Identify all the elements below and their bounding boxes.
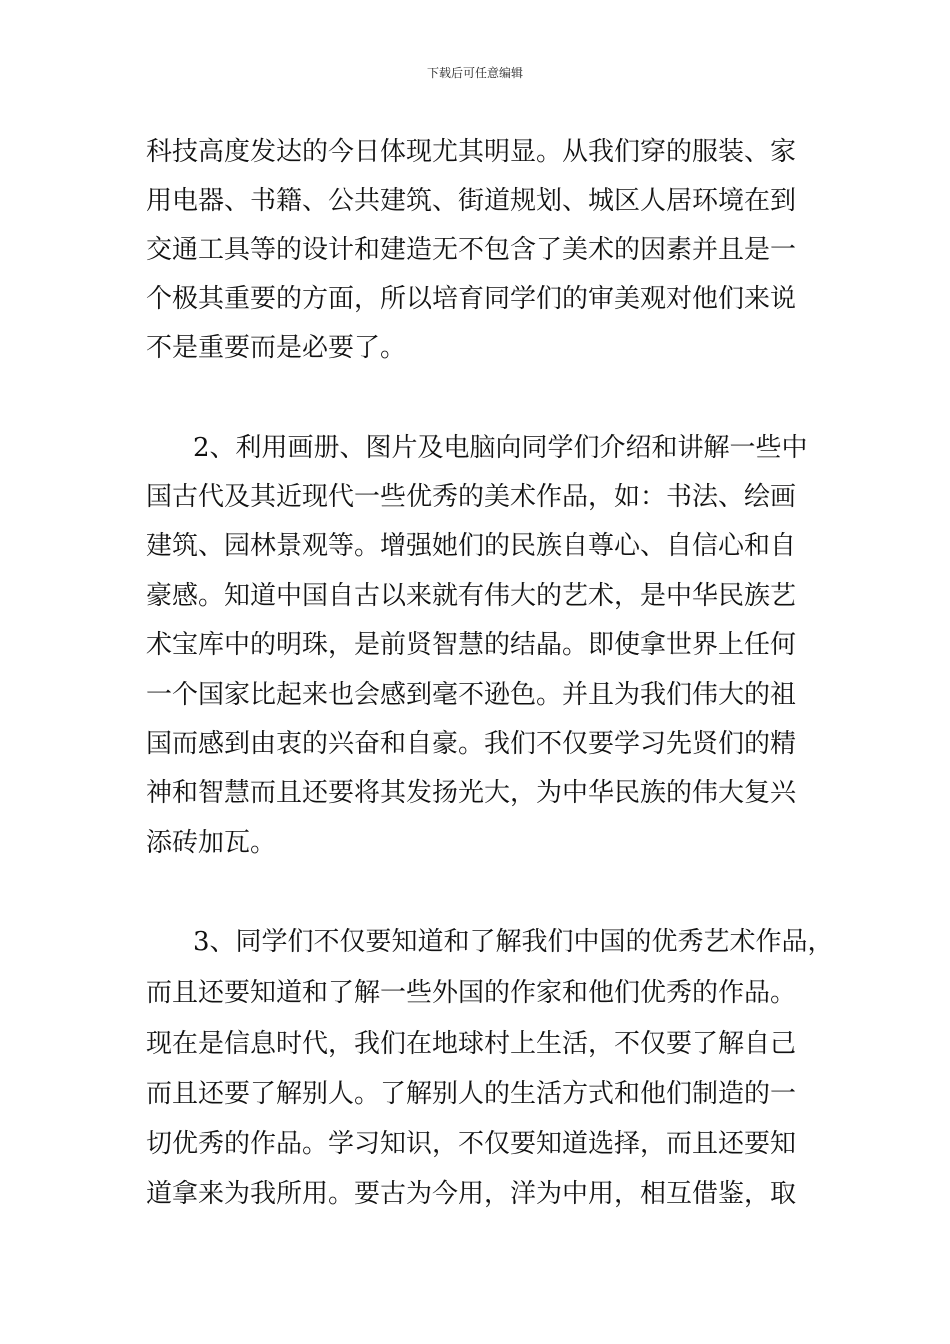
paragraph-1-line-2: 用电器、书籍、公共建筑、街道规划、城区人居环境在到 <box>146 186 797 216</box>
paragraph-2-line-3: 建筑、园林景观等。增强她们的民族自尊心、自信心和自 <box>146 531 797 561</box>
paragraph-3-line-6: 道拿来为我所用。要古为今用，洋为中用，相互借鉴，取 <box>146 1179 797 1209</box>
paragraph-3-line-1: 3、同学们不仅要知道和了解我们中国的优秀艺术作品， <box>193 927 834 957</box>
paragraph-2-line-9: 添砖加瓦。 <box>146 828 277 858</box>
paragraph-3-line-4: 而且还要了解别人。了解别人的生活方式和他们制造的一 <box>146 1079 797 1109</box>
paragraph-2-line-8: 神和智慧而且还要将其发扬光大，为中华民族的伟大复兴 <box>146 778 797 808</box>
paragraph-3-line-5: 切优秀的作品。学习知识，不仅要知道选择，而且还要知 <box>146 1129 797 1159</box>
paragraph-2-line-6: 一个国家比起来也会感到毫不逊色。并且为我们伟大的祖 <box>146 680 797 710</box>
paragraph-1-line-4: 个极其重要的方面，所以培育同学们的审美观对他们来说 <box>146 284 797 314</box>
page-header: 下载后可任意编辑 <box>426 66 523 80</box>
paragraph-3-line-2: 而且还要知道和了解一些外国的作家和他们优秀的作品。 <box>146 978 797 1008</box>
paragraph-1-line-5: 不是重要而是必要了。 <box>146 333 407 363</box>
paragraph-2-line-5: 术宝库中的明珠，是前贤智慧的结晶。即使拿世界上任何 <box>146 630 797 660</box>
paragraph-3-line-3: 现在是信息时代，我们在地球村上生活，不仅要了解自己 <box>146 1029 797 1059</box>
paragraph-1-line-3: 交通工具等的设计和建造无不包含了美术的因素并且是一 <box>146 235 797 265</box>
paragraph-1-line-1: 科技高度发达的今日体现尤其明显。从我们穿的服装、家 <box>146 137 797 167</box>
paragraph-2-line-1: 2、利用画册、图片及电脑向同学们介绍和讲解一些中 <box>193 433 808 463</box>
paragraph-2-line-2: 国古代及其近现代一些优秀的美术作品，如：书法、绘画 <box>146 482 797 512</box>
paragraph-2-line-4: 豪感。知道中国自古以来就有伟大的艺术，是中华民族艺 <box>146 581 797 611</box>
paragraph-2-line-7: 国而感到由衷的兴奋和自豪。我们不仅要学习先贤们的精 <box>146 729 797 759</box>
